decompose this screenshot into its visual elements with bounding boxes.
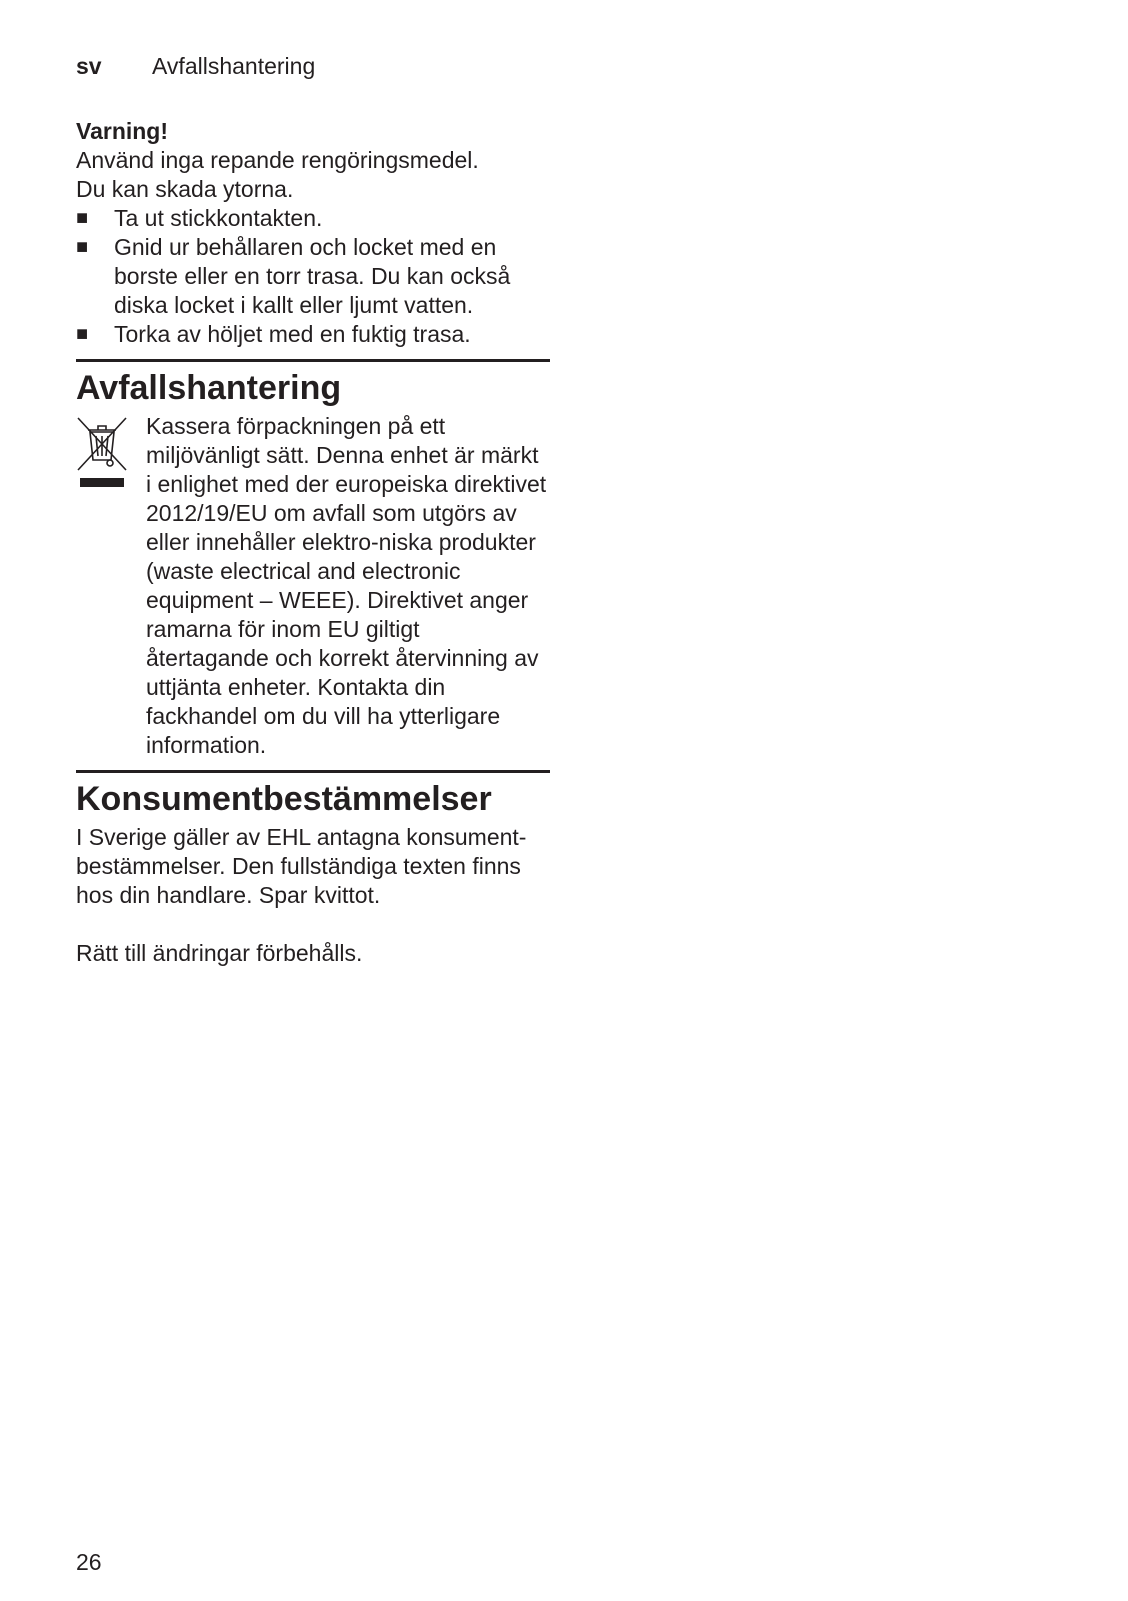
section-divider	[76, 770, 550, 773]
crossed-out-wheelie-bin-icon	[76, 416, 128, 492]
bullet-square-icon: ■	[76, 207, 89, 229]
section-divider	[76, 359, 550, 362]
reservation-note: Rätt till ändringar förbehålls.	[76, 940, 363, 966]
list-item-text: Torka av höljet med en fuktig trasa.	[114, 321, 471, 347]
page-number: 26	[76, 1549, 102, 1575]
disposal-text: Kassera förpackningen på ett miljövänligt sätt. Denna enhet är märkt i enlighet med der europeiska direktivet 2012/19/EU om avfall som utgörs av eller innehåller elektro-niska produkter (waste electrical and electronic equipment – WEEE). Direktivet anger ramarna för inom EU giltigt återtagande och korrekt återvinning av uttjänta enheter. Kontakta din fackhandel om du vill ha ytterligare information.	[146, 413, 547, 758]
consumer-heading: Konsumentbestämmelser	[76, 780, 492, 818]
bullet-square-icon: ■	[76, 236, 89, 258]
disposal-heading: Avfallshantering	[76, 369, 342, 407]
disposal-block	[76, 412, 548, 760]
consumer-text: I Sverige gäller av EHL antagna konsument-bestämmelser. Den fullständiga texten finns hos din handlare. Spar kvittot.	[76, 824, 527, 908]
content-column	[76, 117, 548, 968]
list-item-text: Gnid ur behållaren och locket med en borste eller en torr trasa. Du kan också diska locket i kallt eller ljumt vatten.	[114, 234, 511, 318]
cleaning-steps-list	[76, 204, 548, 349]
warning-line-1: Använd inga repande rengöringsmedel.	[76, 147, 479, 173]
language-code: sv	[76, 53, 102, 79]
running-section-title: Avfallshantering	[152, 53, 316, 79]
warning-title: Varning!	[76, 118, 169, 144]
list-item	[76, 320, 548, 349]
bullet-square-icon: ■	[76, 323, 89, 345]
page-header	[76, 52, 315, 80]
list-item	[76, 233, 548, 320]
list-item-text: Ta ut stickkontakten.	[114, 205, 323, 231]
list-item	[76, 204, 548, 233]
warning-line-2: Du kan skada ytorna.	[76, 176, 294, 202]
